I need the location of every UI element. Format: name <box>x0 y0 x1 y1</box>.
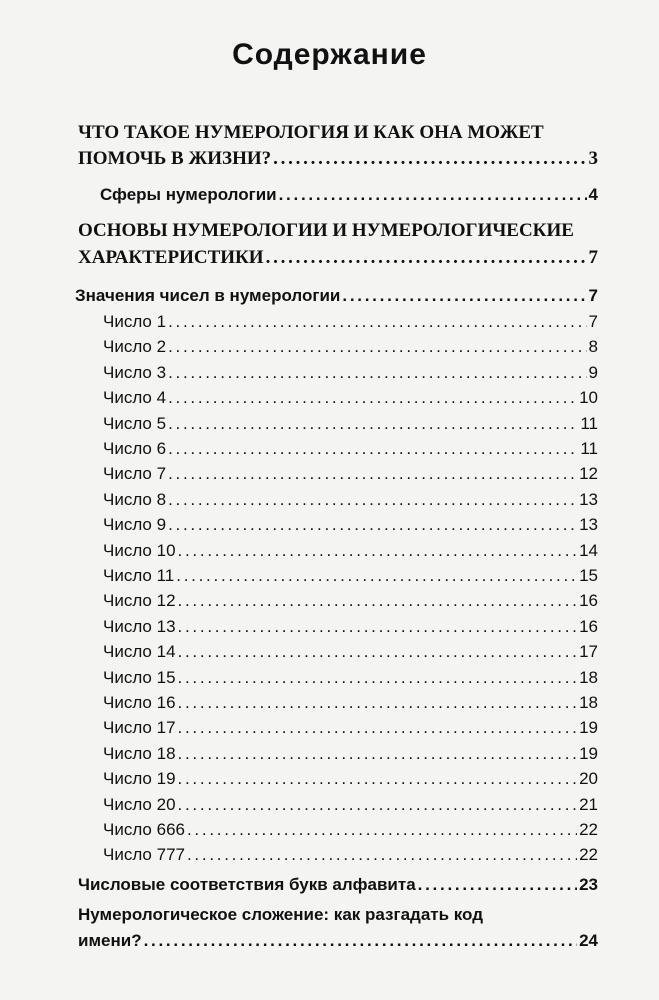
toc-number-item[interactable] <box>103 718 598 738</box>
toc-page-number: 19 <box>579 718 598 738</box>
toc-number-item[interactable] <box>103 769 598 789</box>
toc-number-item[interactable] <box>103 591 598 611</box>
dot-leader <box>178 642 578 662</box>
toc-number-item[interactable] <box>103 439 598 459</box>
toc-number-label: Число 13 <box>103 616 176 636</box>
toc-number-item[interactable] <box>103 363 598 383</box>
toc-number-label: Число 7 <box>103 464 167 484</box>
dot-leader <box>168 414 578 434</box>
toc-number-item[interactable] <box>103 414 598 434</box>
toc-number-item[interactable] <box>103 515 598 535</box>
dot-leader <box>144 931 577 951</box>
toc-page-number: 16 <box>579 616 598 636</box>
toc-page-number: 18 <box>579 667 598 687</box>
dot-leader <box>168 490 577 510</box>
toc-number-item[interactable] <box>103 541 598 561</box>
toc-number-item[interactable] <box>103 337 598 357</box>
dot-leader <box>178 795 578 815</box>
dot-leader <box>168 388 577 408</box>
toc-number-label: Число 15 <box>103 667 176 687</box>
dot-leader <box>342 286 586 306</box>
toc-number-item[interactable] <box>103 312 598 332</box>
toc-sub-label: Числовые соответствия букв алфавита <box>78 875 416 894</box>
toc-section-2-line1: ОСНОВЫ НУМЕРОЛОГИИ И НУМЕРОЛОГИЧЕСКИЕ <box>78 220 574 241</box>
toc-sub-addition[interactable] <box>78 931 598 951</box>
toc-page-number: 16 <box>579 591 598 611</box>
dot-leader <box>178 591 578 611</box>
toc-number-label: Число 1 <box>103 312 167 331</box>
toc-page-number: 18 <box>579 693 598 712</box>
dot-leader <box>418 875 577 895</box>
toc-sub-label: Сферы нумерологии <box>100 185 277 204</box>
toc-page-number: 10 <box>579 388 598 408</box>
toc-page-number: 14 <box>579 540 598 560</box>
toc-number-item[interactable] <box>103 642 598 662</box>
toc-number-label: Число 10 <box>103 540 176 560</box>
toc-sub-label: Значения чисел в нумерологии <box>75 286 341 305</box>
toc-number-label: Число 14 <box>103 642 176 662</box>
toc-section-2-line2: ХАРАКТЕРИСТИКИ <box>78 247 264 268</box>
toc-page-number: 22 <box>579 845 598 865</box>
toc-section-2[interactable] <box>78 247 598 269</box>
toc-page-number: 13 <box>579 515 598 535</box>
toc-page-number: 22 <box>579 820 598 839</box>
dot-leader <box>168 515 577 535</box>
dot-leader <box>187 820 577 840</box>
dot-leader <box>178 693 578 713</box>
dot-leader <box>168 439 578 459</box>
dot-leader <box>178 668 578 688</box>
toc-page-number: 12 <box>579 464 598 484</box>
toc-number-item[interactable] <box>103 668 598 688</box>
toc-number-item[interactable] <box>103 617 598 637</box>
toc-sub-number-meanings[interactable] <box>75 286 598 306</box>
toc-number-item[interactable] <box>103 566 598 586</box>
toc-number-item[interactable] <box>103 845 598 865</box>
toc-page-number: 11 <box>580 439 598 458</box>
dot-leader <box>178 541 578 561</box>
dot-leader <box>273 148 586 170</box>
dot-leader <box>178 718 578 738</box>
toc-number-item[interactable] <box>103 464 598 484</box>
toc-number-label: Число 20 <box>103 794 176 814</box>
page-title: Содержание <box>232 38 427 71</box>
toc-number-item[interactable] <box>103 820 598 840</box>
toc-number-label: Число 777 <box>103 845 185 865</box>
toc-page-number: 24 <box>579 931 598 950</box>
toc-sub-addition-line2: имени? <box>78 931 142 950</box>
toc-number-item[interactable] <box>103 744 598 764</box>
toc-sub-spheres[interactable] <box>100 185 598 205</box>
toc-section-1-line2: ПОМОЧЬ В ЖИЗНИ? <box>78 148 272 169</box>
toc-number-item[interactable] <box>103 388 598 408</box>
toc-number-label: Число 9 <box>103 515 167 535</box>
toc-page-number: 21 <box>579 794 598 814</box>
dot-leader <box>176 566 577 586</box>
toc-page-number: 7 <box>588 247 598 268</box>
dot-leader <box>178 744 578 764</box>
toc-section-1[interactable] <box>78 148 598 170</box>
toc-sub-addition-line1: Нумерологическое сложение: как разгадать код <box>78 905 484 924</box>
toc-number-label: Число 18 <box>103 743 176 763</box>
toc-number-label: Число 12 <box>103 591 176 611</box>
toc-sub-letter-correspondences[interactable] <box>78 875 598 895</box>
toc-number-label: Число 19 <box>103 769 176 789</box>
toc-number-item[interactable] <box>103 795 598 815</box>
toc-page-number: 7 <box>588 312 598 331</box>
toc-page-number: 19 <box>579 743 598 763</box>
toc-number-label: Число 8 <box>103 489 167 509</box>
toc-number-label: Число 17 <box>103 718 176 738</box>
toc-number-label: Число 3 <box>103 362 167 382</box>
toc-page-number: 13 <box>579 489 598 509</box>
toc-page-number: 23 <box>579 875 598 894</box>
toc-number-item[interactable] <box>103 693 598 713</box>
toc-number-label: Число 2 <box>103 337 167 357</box>
toc-page-number: 3 <box>588 148 598 169</box>
toc-number-item[interactable] <box>103 490 598 510</box>
toc-page-number: 20 <box>579 769 598 789</box>
toc-page-number: 7 <box>588 286 598 305</box>
dot-leader <box>168 363 586 383</box>
toc-page-number: 17 <box>579 642 598 662</box>
dot-leader <box>168 312 586 332</box>
toc-page-number: 8 <box>588 337 598 357</box>
toc-page-number: 15 <box>579 566 598 585</box>
dot-leader <box>168 337 586 357</box>
toc-section-1-line1: ЧТО ТАКОЕ НУМЕРОЛОГИЯ И КАК ОНА МОЖЕТ <box>78 122 544 143</box>
toc-page-number: 11 <box>580 413 598 433</box>
dot-leader <box>168 464 577 484</box>
toc-page-number: 9 <box>588 362 598 382</box>
toc-number-label: Число 4 <box>103 388 167 408</box>
dot-leader <box>178 617 578 637</box>
dot-leader <box>266 247 587 269</box>
toc-number-label: Число 11 <box>103 566 175 585</box>
toc-number-label: Число 6 <box>103 439 167 458</box>
toc-page-number: 4 <box>588 185 598 204</box>
dot-leader <box>178 769 578 789</box>
toc-number-label: Число 5 <box>103 413 167 433</box>
toc-number-label: Число 666 <box>103 820 185 839</box>
toc-number-label: Число 16 <box>103 693 176 712</box>
dot-leader <box>279 185 587 205</box>
dot-leader <box>187 845 577 865</box>
